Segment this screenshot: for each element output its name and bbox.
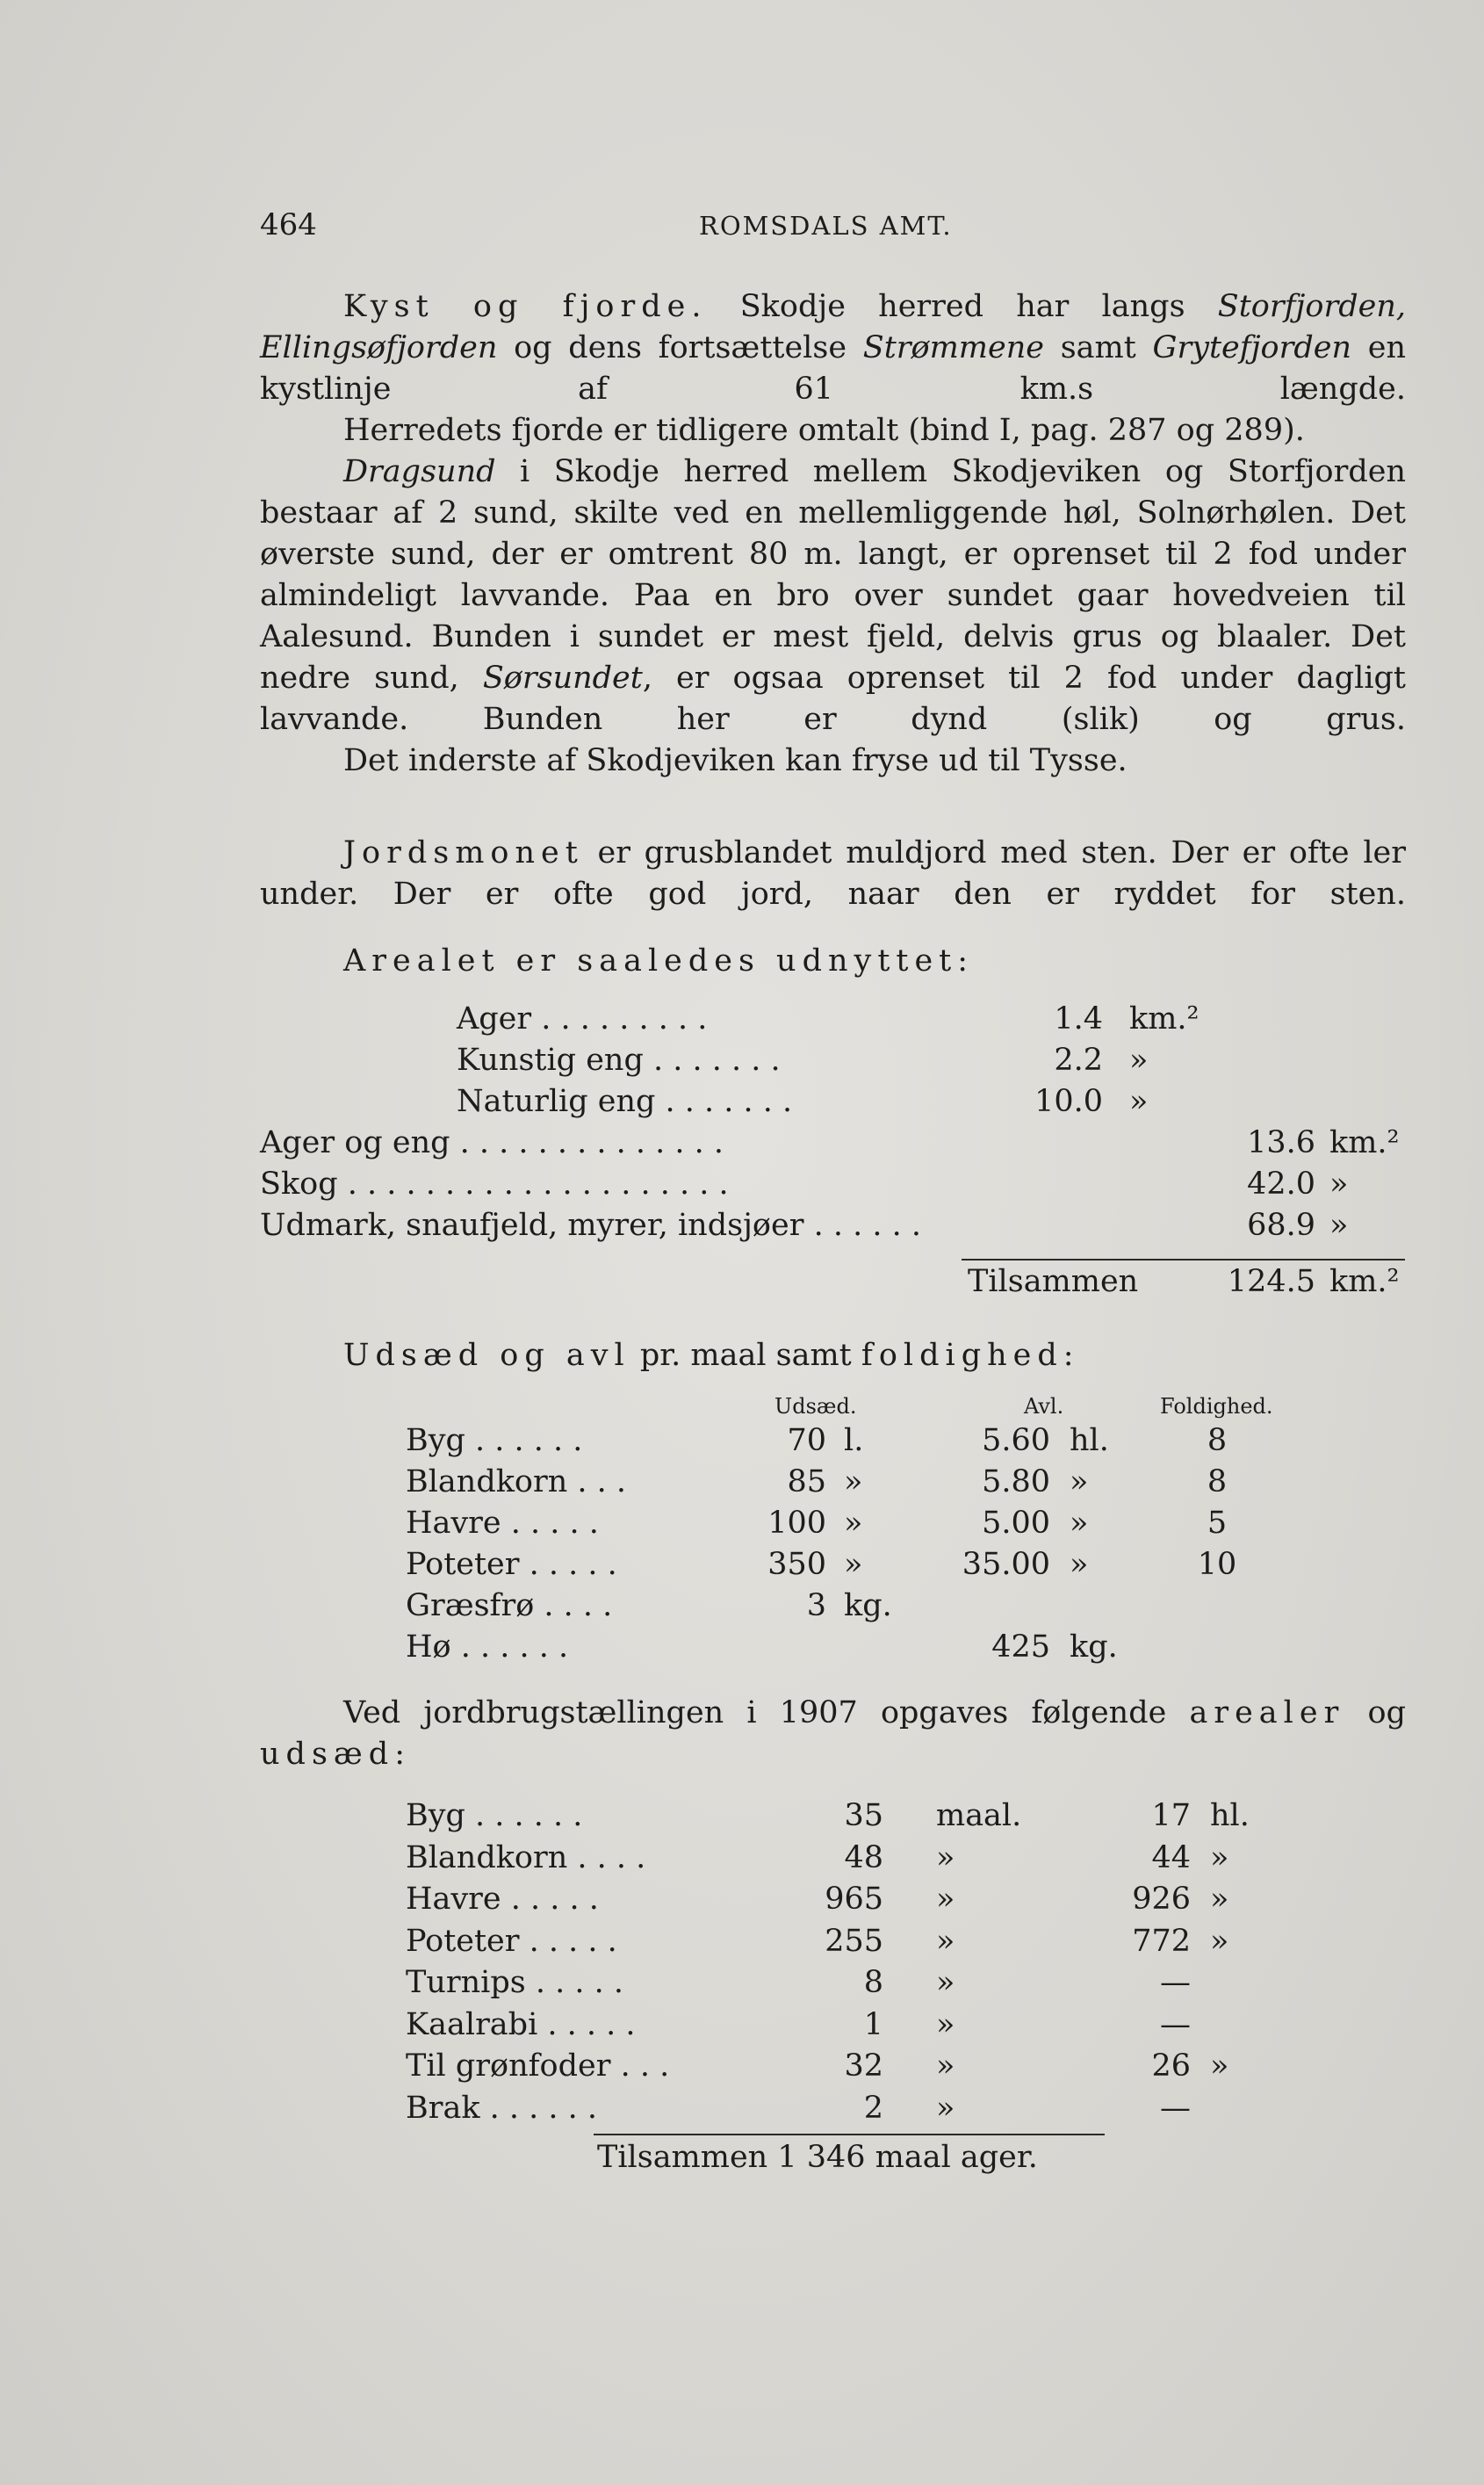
taelling-hl: 44 — [1151, 1839, 1191, 1875]
col-foldighed: Foldighed. — [1160, 1394, 1273, 1419]
taelling-intro-paragraph — [260, 1693, 1406, 1775]
taelling-hl: 772 — [1132, 1923, 1191, 1959]
taelling-row — [260, 1879, 1410, 1920]
taelling-label: Turnips . . . . . — [406, 1965, 623, 2000]
jord-paragraph — [260, 833, 1406, 915]
foldighed-value: 10 — [1197, 1547, 1237, 1582]
taelling-label: Brak . . . . . . — [406, 2090, 598, 2126]
taelling-hl-unit: » — [1210, 1839, 1229, 1875]
kyst-p1-run: Grytefjorden — [1152, 330, 1352, 365]
kyst-heading: Kyst og fjorde. — [343, 289, 708, 324]
taelling-hl: — — [1160, 2090, 1191, 2126]
taelling-row — [260, 2088, 1410, 2129]
areal-main-row — [260, 1205, 1410, 1246]
taelling-intro — [260, 1693, 1406, 1775]
udsaed-value: 100 — [767, 1506, 826, 1541]
taelling-label: Poteter . . . . . — [406, 1923, 617, 1959]
taelling-label: Til grønfoder . . . — [406, 2048, 670, 2084]
areal-sub-value: 1.4 — [1054, 1001, 1103, 1037]
udsaed-label: Hø . . . . . . — [406, 1629, 569, 1665]
areal-main-row — [260, 1123, 1410, 1164]
taelling-maal: 32 — [844, 2048, 883, 2084]
areal-sub-value: 2.2 — [1054, 1043, 1103, 1078]
areal-main-value: 68.9 — [1247, 1208, 1315, 1243]
udsaed-row — [260, 1420, 1410, 1462]
section-jordsmonet — [260, 833, 1406, 915]
taelling-intro-spaced: arealer — [1189, 1695, 1345, 1730]
section-kyst — [260, 286, 1406, 782]
taelling-maal-unit: » — [936, 1839, 955, 1875]
col-udsaed: Udsæd. — [774, 1394, 857, 1419]
areal-sub-unit: » — [1129, 1043, 1149, 1078]
taelling-row — [260, 2005, 1410, 2046]
taelling-total-rule — [594, 2134, 1105, 2135]
udsaed-unit: » — [844, 1506, 863, 1541]
taelling-maal: 2 — [863, 2090, 883, 2126]
taelling-maal: 8 — [863, 1965, 883, 2000]
udsaed-value: 70 — [787, 1423, 826, 1458]
kyst-paragraph-2: Herredets fjorde er tidligere omtalt (bind I, pag. 287 og 289). — [343, 413, 1305, 448]
areal-sub-label: Naturlig eng . . . . . . . — [457, 1084, 793, 1119]
areal-sub-label: Ager . . . . . . . . . — [457, 1001, 708, 1037]
kyst-p1-run: en kystlinje af 61 km.s længde. — [260, 330, 1406, 407]
jord-text: er grusblandet muldjord med sten. Der er ofte ler under. Der er ofte god jord, naar den er ryddet for sten. — [260, 835, 1406, 912]
taelling-label: Kaalrabi . . . . . — [406, 2006, 636, 2042]
taelling-hl: 17 — [1151, 1798, 1191, 1833]
taelling-hl-unit: hl. — [1210, 1798, 1250, 1833]
avl-unit: kg. — [1070, 1629, 1118, 1665]
areal-heading-text: Arealet er saaledes udnyttet: — [343, 943, 975, 979]
udsaed-row — [260, 1586, 1410, 1627]
col-avl: Avl. — [1024, 1394, 1064, 1419]
areal-sub-unit: km.² — [1129, 1001, 1199, 1037]
udsaed-heading — [260, 1335, 1406, 1376]
kyst-p1-run: Storfjorden, — [1217, 289, 1406, 324]
taelling-maal: 1 — [863, 2006, 883, 2042]
taelling-hl: 26 — [1151, 2048, 1191, 2084]
kyst-p1-run: og dens fortsættelse — [497, 330, 863, 365]
avl-unit: » — [1070, 1464, 1089, 1499]
taelling-label: Havre . . . . . — [406, 1882, 599, 1917]
areal-heading-line — [260, 941, 1406, 982]
udsaed-value: 350 — [767, 1547, 826, 1582]
jord-heading: Jordsmonet — [343, 835, 584, 870]
kyst-p1-run: Strømmene — [862, 330, 1044, 365]
areal-main-unit: » — [1329, 1167, 1349, 1202]
areal-sub-row — [260, 1081, 1410, 1123]
taelling-label: Blandkorn . . . . — [406, 1839, 646, 1875]
areal-sub-label: Kunstig eng . . . . . . . — [457, 1043, 781, 1078]
taelling-row — [260, 1962, 1410, 2004]
udsaed-row — [260, 1503, 1410, 1544]
avl-value: 425 — [991, 1629, 1050, 1665]
taelling-maal: 255 — [825, 1923, 883, 1959]
taelling-intro-b: og — [1367, 1695, 1406, 1730]
areal-sub-row — [260, 1040, 1410, 1081]
avl-unit: » — [1070, 1547, 1089, 1582]
udsaed-unit: l. — [844, 1423, 864, 1458]
avl-value: 35.00 — [962, 1547, 1050, 1582]
taelling-maal: 35 — [844, 1798, 883, 1833]
areal-main-value: 42.0 — [1247, 1167, 1315, 1202]
avl-unit: hl. — [1070, 1423, 1109, 1458]
kyst-p3-run: i Skodje herred mellem Skodjeviken og Storfjorden bestaar af 2 sund, skilte ved en mellemliggende høl, Solnørhølen. Det øverste sund, der er omtrent 80 m. langt, er oprenset til 2 fod under almindeligt lavvande. Paa en bro over sundet gaar hovedveien til Aalesund. Bunden i sundet er mest fjeld, delvis grus og blaaler. Det nedre sund, — [260, 454, 1406, 696]
areal-sub-value: 10.0 — [1034, 1084, 1103, 1119]
udsaed-heading-line — [260, 1335, 1406, 1376]
running-title: ROMSDALS AMT. — [699, 211, 953, 241]
areal-main-value: 13.6 — [1247, 1125, 1315, 1160]
udsaed-unit: » — [844, 1547, 863, 1582]
avl-value: 5.80 — [982, 1464, 1050, 1499]
taelling-hl-unit: » — [1210, 1882, 1229, 1917]
areal-total-unit: km.² — [1329, 1264, 1400, 1299]
taelling-maal-unit: » — [936, 2006, 955, 2042]
kyst-paragraph-4: Det inderste af Skodjeviken kan fryse ud til Tysse. — [343, 743, 1127, 778]
kyst-p1-run: Skodje herred har langs — [707, 289, 1218, 324]
udsaed-label: Byg . . . . . . — [406, 1423, 583, 1458]
taelling-row — [260, 2046, 1410, 2087]
taelling-maal-unit: » — [936, 2090, 955, 2126]
areal-total-value: 124.5 — [1227, 1264, 1315, 1299]
kyst-paragraph-1 — [260, 286, 1406, 410]
page-header — [260, 207, 1428, 251]
taelling-maal-unit: » — [936, 1965, 955, 2000]
areal-heading — [260, 941, 1406, 982]
areal-total-label: Tilsammen — [968, 1264, 1139, 1299]
areal-total-row — [260, 1261, 1410, 1303]
avl-value: 5.00 — [982, 1506, 1050, 1541]
foldighed-value: 5 — [1207, 1506, 1228, 1541]
taelling-label: Byg . . . . . . — [406, 1798, 583, 1833]
taelling-hl: — — [1160, 2006, 1191, 2042]
udsaed-heading-c: foldighed: — [861, 1338, 1080, 1373]
udsaed-label: Poteter . . . . . — [406, 1547, 617, 1582]
kyst-p1-run: samt — [1043, 330, 1153, 365]
areal-main-unit: km.² — [1329, 1125, 1400, 1160]
udsaed-heading-a: Udsæd og avl — [343, 1338, 630, 1373]
taelling-maal: 965 — [825, 1882, 883, 1917]
areal-main-row — [260, 1164, 1410, 1205]
avl-unit: » — [1070, 1506, 1089, 1541]
taelling-intro-a: Ved jordbrugstællingen i 1907 opgaves følgende — [343, 1695, 1167, 1730]
taelling-row — [260, 1921, 1410, 1962]
udsaed-label: Græsfrø . . . . — [406, 1588, 613, 1623]
taelling-hl: — — [1160, 1965, 1191, 2000]
udsaed-unit: kg. — [844, 1588, 892, 1623]
taelling-maal-unit: » — [936, 2048, 955, 2084]
udsaed-col-headers — [260, 1393, 1410, 1419]
areal-main-label: Ager og eng . . . . . . . . . . . . . . — [260, 1125, 724, 1160]
kyst-p3-run: Dragsund — [343, 454, 496, 489]
udsaed-value: 85 — [787, 1464, 826, 1499]
taelling-maal-unit: » — [936, 1923, 955, 1959]
udsaed-label: Havre . . . . . — [406, 1506, 599, 1541]
areal-main-label: Udmark, snaufjeld, myrer, indsjøer . . . . . . — [260, 1208, 921, 1243]
kyst-paragraph-3 — [260, 451, 1406, 740]
taelling-maal-unit: maal. — [936, 1798, 1022, 1833]
taelling-row — [260, 1838, 1410, 1879]
taelling-hl-unit: » — [1210, 1923, 1229, 1959]
taelling-intro-spaced2: udsæd: — [260, 1737, 412, 1772]
taelling-row — [260, 1795, 1410, 1837]
udsaed-row — [260, 1544, 1410, 1586]
kyst-p3-run: , er ogsaa oprenset til 2 fod under dagligt lavvande. Bunden her er dynd (slik) og grus. — [260, 661, 1406, 737]
udsaed-row — [260, 1627, 1410, 1668]
avl-value: 5.60 — [982, 1423, 1050, 1458]
taelling-hl: 926 — [1132, 1882, 1191, 1917]
areal-total-rule — [962, 1259, 1405, 1261]
taelling-total: Tilsammen 1 346 maal ager. — [597, 2140, 1038, 2175]
areal-sub-unit: » — [1129, 1084, 1149, 1119]
taelling-maal-unit: » — [936, 1882, 955, 1917]
udsaed-value: 3 — [806, 1588, 826, 1623]
foldighed-value: 8 — [1207, 1423, 1228, 1458]
areal-main-label: Skog . . . . . . . . . . . . . . . . . . . . — [260, 1167, 729, 1202]
page-number: 464 — [260, 207, 317, 242]
taelling-maal: 48 — [844, 1839, 883, 1875]
udsaed-label: Blandkorn . . . — [406, 1464, 627, 1499]
kyst-p3-run: Sørsundet — [482, 661, 643, 696]
areal-sub-row — [260, 999, 1410, 1040]
taelling-hl-unit: » — [1210, 2048, 1229, 2084]
udsaed-row — [260, 1462, 1410, 1503]
udsaed-unit: » — [844, 1464, 863, 1499]
taelling-total-row — [260, 2137, 1410, 2178]
foldighed-value: 8 — [1207, 1464, 1228, 1499]
udsaed-heading-b: pr. maal samt — [639, 1338, 852, 1373]
areal-main-unit: » — [1329, 1208, 1349, 1243]
kyst-p1-run: Ellingsøfjorden — [260, 330, 498, 365]
